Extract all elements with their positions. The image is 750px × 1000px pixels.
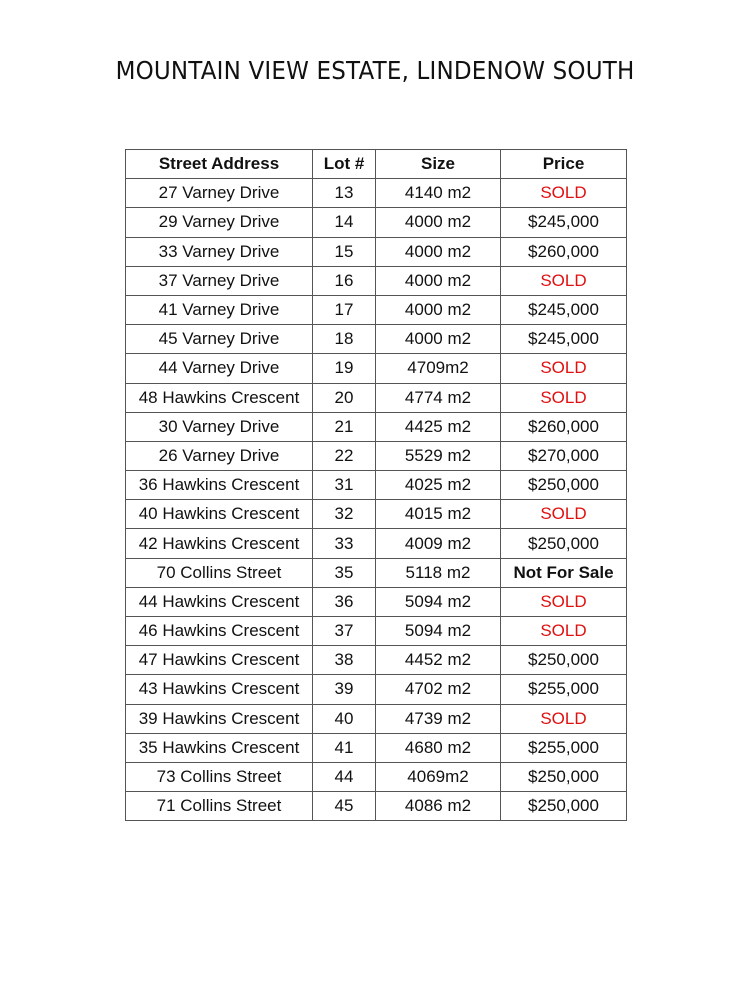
cell-street-address: 43 Hawkins Crescent bbox=[126, 675, 313, 704]
cell-lot-number: 37 bbox=[313, 617, 376, 646]
table-row bbox=[126, 529, 627, 558]
cell-street-address: 42 Hawkins Crescent bbox=[126, 529, 313, 558]
lots-table bbox=[125, 149, 627, 821]
cell-size: 4709m2 bbox=[376, 354, 501, 383]
cell-size: 5094 m2 bbox=[376, 587, 501, 616]
cell-lot-number: 14 bbox=[313, 208, 376, 237]
cell-price: $270,000 bbox=[501, 441, 627, 470]
cell-size: 4069m2 bbox=[376, 762, 501, 791]
cell-street-address: 41 Varney Drive bbox=[126, 295, 313, 324]
cell-size: 4425 m2 bbox=[376, 412, 501, 441]
cell-price: SOLD bbox=[501, 704, 627, 733]
cell-street-address: 33 Varney Drive bbox=[126, 237, 313, 266]
table-row bbox=[126, 295, 627, 324]
cell-size: 5094 m2 bbox=[376, 617, 501, 646]
cell-lot-number: 36 bbox=[313, 587, 376, 616]
cell-street-address: 71 Collins Street bbox=[126, 792, 313, 821]
cell-lot-number: 17 bbox=[313, 295, 376, 324]
cell-lot-number: 45 bbox=[313, 792, 376, 821]
cell-lot-number: 41 bbox=[313, 733, 376, 762]
cell-price: $250,000 bbox=[501, 471, 627, 500]
cell-size: 4025 m2 bbox=[376, 471, 501, 500]
cell-size: 4000 m2 bbox=[376, 208, 501, 237]
header-lot-number: Lot # bbox=[313, 150, 376, 179]
cell-lot-number: 32 bbox=[313, 500, 376, 529]
table-row bbox=[126, 762, 627, 791]
table-row bbox=[126, 471, 627, 500]
table-row bbox=[126, 500, 627, 529]
table-body bbox=[126, 179, 627, 821]
table-row bbox=[126, 617, 627, 646]
page-title: MOUNTAIN VIEW ESTATE, LINDENOW SOUTH bbox=[115, 56, 635, 85]
cell-size: 4015 m2 bbox=[376, 500, 501, 529]
cell-size: 4680 m2 bbox=[376, 733, 501, 762]
cell-street-address: 73 Collins Street bbox=[126, 762, 313, 791]
cell-price: $245,000 bbox=[501, 295, 627, 324]
cell-street-address: 70 Collins Street bbox=[126, 558, 313, 587]
cell-street-address: 47 Hawkins Crescent bbox=[126, 646, 313, 675]
table-row bbox=[126, 704, 627, 733]
cell-size: 4140 m2 bbox=[376, 179, 501, 208]
cell-street-address: 35 Hawkins Crescent bbox=[126, 733, 313, 762]
cell-size: 4739 m2 bbox=[376, 704, 501, 733]
cell-size: 4000 m2 bbox=[376, 237, 501, 266]
cell-price: $250,000 bbox=[501, 529, 627, 558]
cell-lot-number: 20 bbox=[313, 383, 376, 412]
cell-street-address: 36 Hawkins Crescent bbox=[126, 471, 313, 500]
cell-street-address: 44 Hawkins Crescent bbox=[126, 587, 313, 616]
table-row bbox=[126, 354, 627, 383]
cell-lot-number: 31 bbox=[313, 471, 376, 500]
cell-street-address: 46 Hawkins Crescent bbox=[126, 617, 313, 646]
cell-street-address: 45 Varney Drive bbox=[126, 325, 313, 354]
cell-price: SOLD bbox=[501, 266, 627, 295]
cell-price: $250,000 bbox=[501, 762, 627, 791]
table-row bbox=[126, 266, 627, 295]
table-row bbox=[126, 325, 627, 354]
cell-lot-number: 33 bbox=[313, 529, 376, 558]
cell-lot-number: 18 bbox=[313, 325, 376, 354]
cell-price: SOLD bbox=[501, 500, 627, 529]
cell-price: $245,000 bbox=[501, 208, 627, 237]
cell-size: 4000 m2 bbox=[376, 266, 501, 295]
cell-size: 5118 m2 bbox=[376, 558, 501, 587]
cell-price: $250,000 bbox=[501, 646, 627, 675]
cell-lot-number: 13 bbox=[313, 179, 376, 208]
cell-size: 4086 m2 bbox=[376, 792, 501, 821]
cell-lot-number: 19 bbox=[313, 354, 376, 383]
cell-street-address: 26 Varney Drive bbox=[126, 441, 313, 470]
cell-price: $245,000 bbox=[501, 325, 627, 354]
table-row bbox=[126, 208, 627, 237]
cell-lot-number: 22 bbox=[313, 441, 376, 470]
table-row bbox=[126, 383, 627, 412]
cell-price: $260,000 bbox=[501, 237, 627, 266]
cell-street-address: 27 Varney Drive bbox=[126, 179, 313, 208]
cell-price: SOLD bbox=[501, 617, 627, 646]
cell-size: 4702 m2 bbox=[376, 675, 501, 704]
cell-price: SOLD bbox=[501, 383, 627, 412]
cell-street-address: 40 Hawkins Crescent bbox=[126, 500, 313, 529]
cell-lot-number: 44 bbox=[313, 762, 376, 791]
cell-size: 4774 m2 bbox=[376, 383, 501, 412]
table-row bbox=[126, 675, 627, 704]
table-row bbox=[126, 646, 627, 675]
cell-price: SOLD bbox=[501, 179, 627, 208]
header-street-address: Street Address bbox=[126, 150, 313, 179]
table-row bbox=[126, 792, 627, 821]
cell-lot-number: 38 bbox=[313, 646, 376, 675]
table-row bbox=[126, 441, 627, 470]
cell-price: $255,000 bbox=[501, 675, 627, 704]
cell-lot-number: 39 bbox=[313, 675, 376, 704]
cell-street-address: 44 Varney Drive bbox=[126, 354, 313, 383]
table-row bbox=[126, 733, 627, 762]
cell-price: SOLD bbox=[501, 587, 627, 616]
cell-size: 4009 m2 bbox=[376, 529, 501, 558]
table-row bbox=[126, 587, 627, 616]
cell-street-address: 30 Varney Drive bbox=[126, 412, 313, 441]
table-row bbox=[126, 412, 627, 441]
cell-street-address: 48 Hawkins Crescent bbox=[126, 383, 313, 412]
cell-size: 4452 m2 bbox=[376, 646, 501, 675]
header-size: Size bbox=[376, 150, 501, 179]
cell-lot-number: 35 bbox=[313, 558, 376, 587]
cell-street-address: 39 Hawkins Crescent bbox=[126, 704, 313, 733]
table-header-row bbox=[126, 150, 627, 179]
cell-lot-number: 16 bbox=[313, 266, 376, 295]
table-row bbox=[126, 179, 627, 208]
cell-price: $250,000 bbox=[501, 792, 627, 821]
cell-price: $255,000 bbox=[501, 733, 627, 762]
cell-street-address: 37 Varney Drive bbox=[126, 266, 313, 295]
cell-street-address: 29 Varney Drive bbox=[126, 208, 313, 237]
cell-lot-number: 15 bbox=[313, 237, 376, 266]
table-row bbox=[126, 558, 627, 587]
cell-price: Not For Sale bbox=[501, 558, 627, 587]
cell-price: $260,000 bbox=[501, 412, 627, 441]
cell-size: 5529 m2 bbox=[376, 441, 501, 470]
header-price: Price bbox=[501, 150, 627, 179]
table-row bbox=[126, 237, 627, 266]
cell-price: SOLD bbox=[501, 354, 627, 383]
cell-size: 4000 m2 bbox=[376, 295, 501, 324]
cell-size: 4000 m2 bbox=[376, 325, 501, 354]
cell-lot-number: 21 bbox=[313, 412, 376, 441]
cell-lot-number: 40 bbox=[313, 704, 376, 733]
